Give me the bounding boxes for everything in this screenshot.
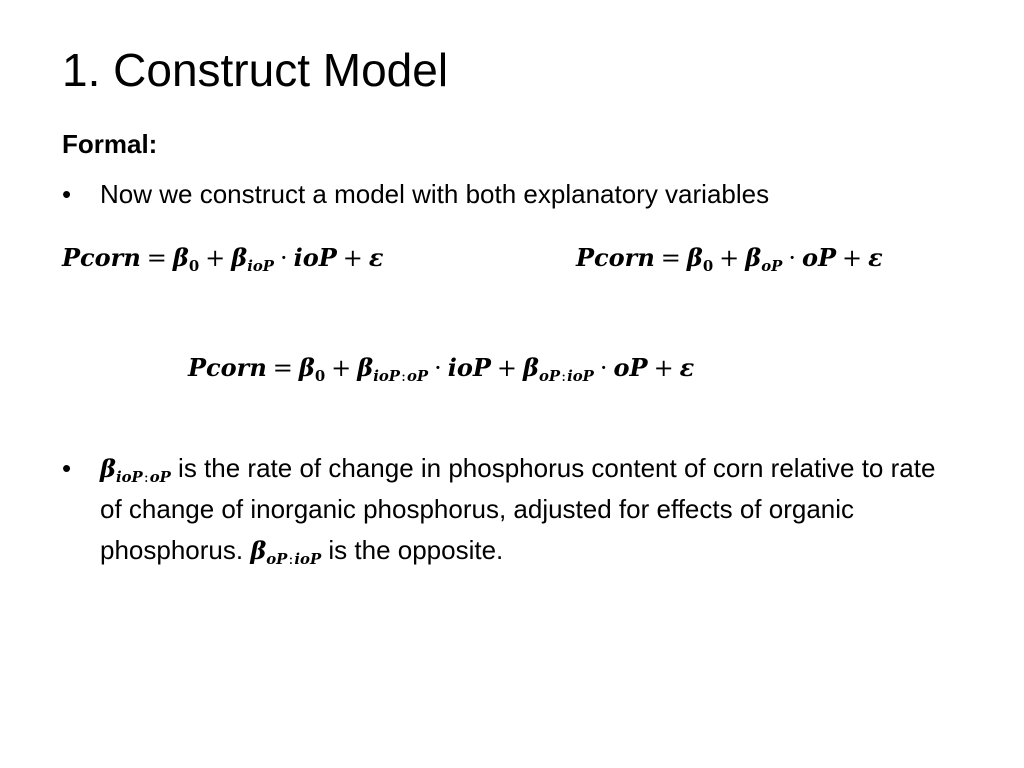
eq2-beta0: β — [686, 243, 703, 272]
eq1-equals: = — [146, 244, 167, 272]
eq3-epsilon: ε — [679, 353, 695, 382]
eq2-epsilon: ε — [868, 243, 883, 272]
eq2-plus-1: + — [719, 244, 740, 272]
eq2-beta1: β — [745, 243, 762, 272]
bullet-text-2 — [100, 448, 940, 571]
eq2-plus-2: + — [842, 244, 863, 272]
eq1-plus-1: + — [205, 244, 226, 272]
eq3-var1: ioP — [447, 353, 491, 382]
eq1-lhs: Pcorn — [62, 243, 141, 272]
equation-combined — [188, 348, 694, 388]
eq1-dot: · — [279, 244, 288, 272]
eq3-beta1-sub: ioP:oP — [373, 367, 429, 386]
eq2-beta0-sub: 0 — [702, 257, 714, 276]
eq2-var: oP — [801, 243, 837, 272]
eq1-beta0: β — [172, 243, 189, 272]
bullet-2-text-part1: is the rate of change in phosphorus content of corn relative to rate of change of inorganic phosphorus, adjusted for effects of organic phosphorus. — [100, 453, 936, 565]
eq1-var: ioP — [293, 243, 337, 272]
equation-simple-iop — [62, 238, 384, 278]
eq3-equals: = — [272, 354, 293, 382]
eq3-beta2-sub: oP:ioP — [538, 367, 594, 386]
eq1-plus-2: + — [342, 244, 363, 272]
eq3-beta2: β — [523, 353, 539, 382]
eq3-beta0-sub: 0 — [314, 367, 326, 386]
eq3-plus-1: + — [331, 354, 352, 382]
eq2-beta1-sub: oP — [761, 257, 783, 276]
eq3-plus-2: + — [496, 354, 518, 382]
eq1-beta1: β — [231, 243, 248, 272]
eq1-beta0-sub: 0 — [188, 257, 200, 276]
bullet-2-text-part2: is the opposite. — [321, 535, 504, 565]
slide-title: 1. Construct Model — [62, 44, 449, 96]
eq3-dot-1: · — [434, 354, 442, 382]
eq3-beta1: β — [357, 353, 374, 382]
bullet-dot: • — [62, 179, 72, 209]
bullet-text-1: Now we construct a model with both explanatory variables — [100, 179, 770, 209]
bullet-item-1 — [62, 174, 962, 214]
eq2-lhs: Pcorn — [576, 243, 655, 272]
eq1-epsilon: ε — [368, 243, 384, 272]
eq2-dot: · — [788, 244, 796, 272]
bullet-item-2 — [62, 448, 962, 578]
eq1-beta1-sub: ioP — [247, 257, 274, 276]
eq3-dot-2: · — [599, 354, 608, 382]
eq3-plus-3: + — [653, 354, 674, 382]
eq3-var2: oP — [613, 353, 648, 382]
bullet-dot: • — [62, 453, 72, 483]
inline-beta-iop-op: $\beta_{ioP:oP}$ — [100, 454, 171, 487]
subheading: Formal: — [62, 129, 158, 159]
equation-simple-op — [576, 238, 883, 278]
eq2-equals: = — [660, 244, 681, 272]
inline-beta-op-iop: $\beta_{oP:ioP}$ — [250, 536, 322, 569]
eq3-beta0: β — [298, 353, 315, 382]
eq3-lhs: Pcorn — [188, 353, 267, 382]
